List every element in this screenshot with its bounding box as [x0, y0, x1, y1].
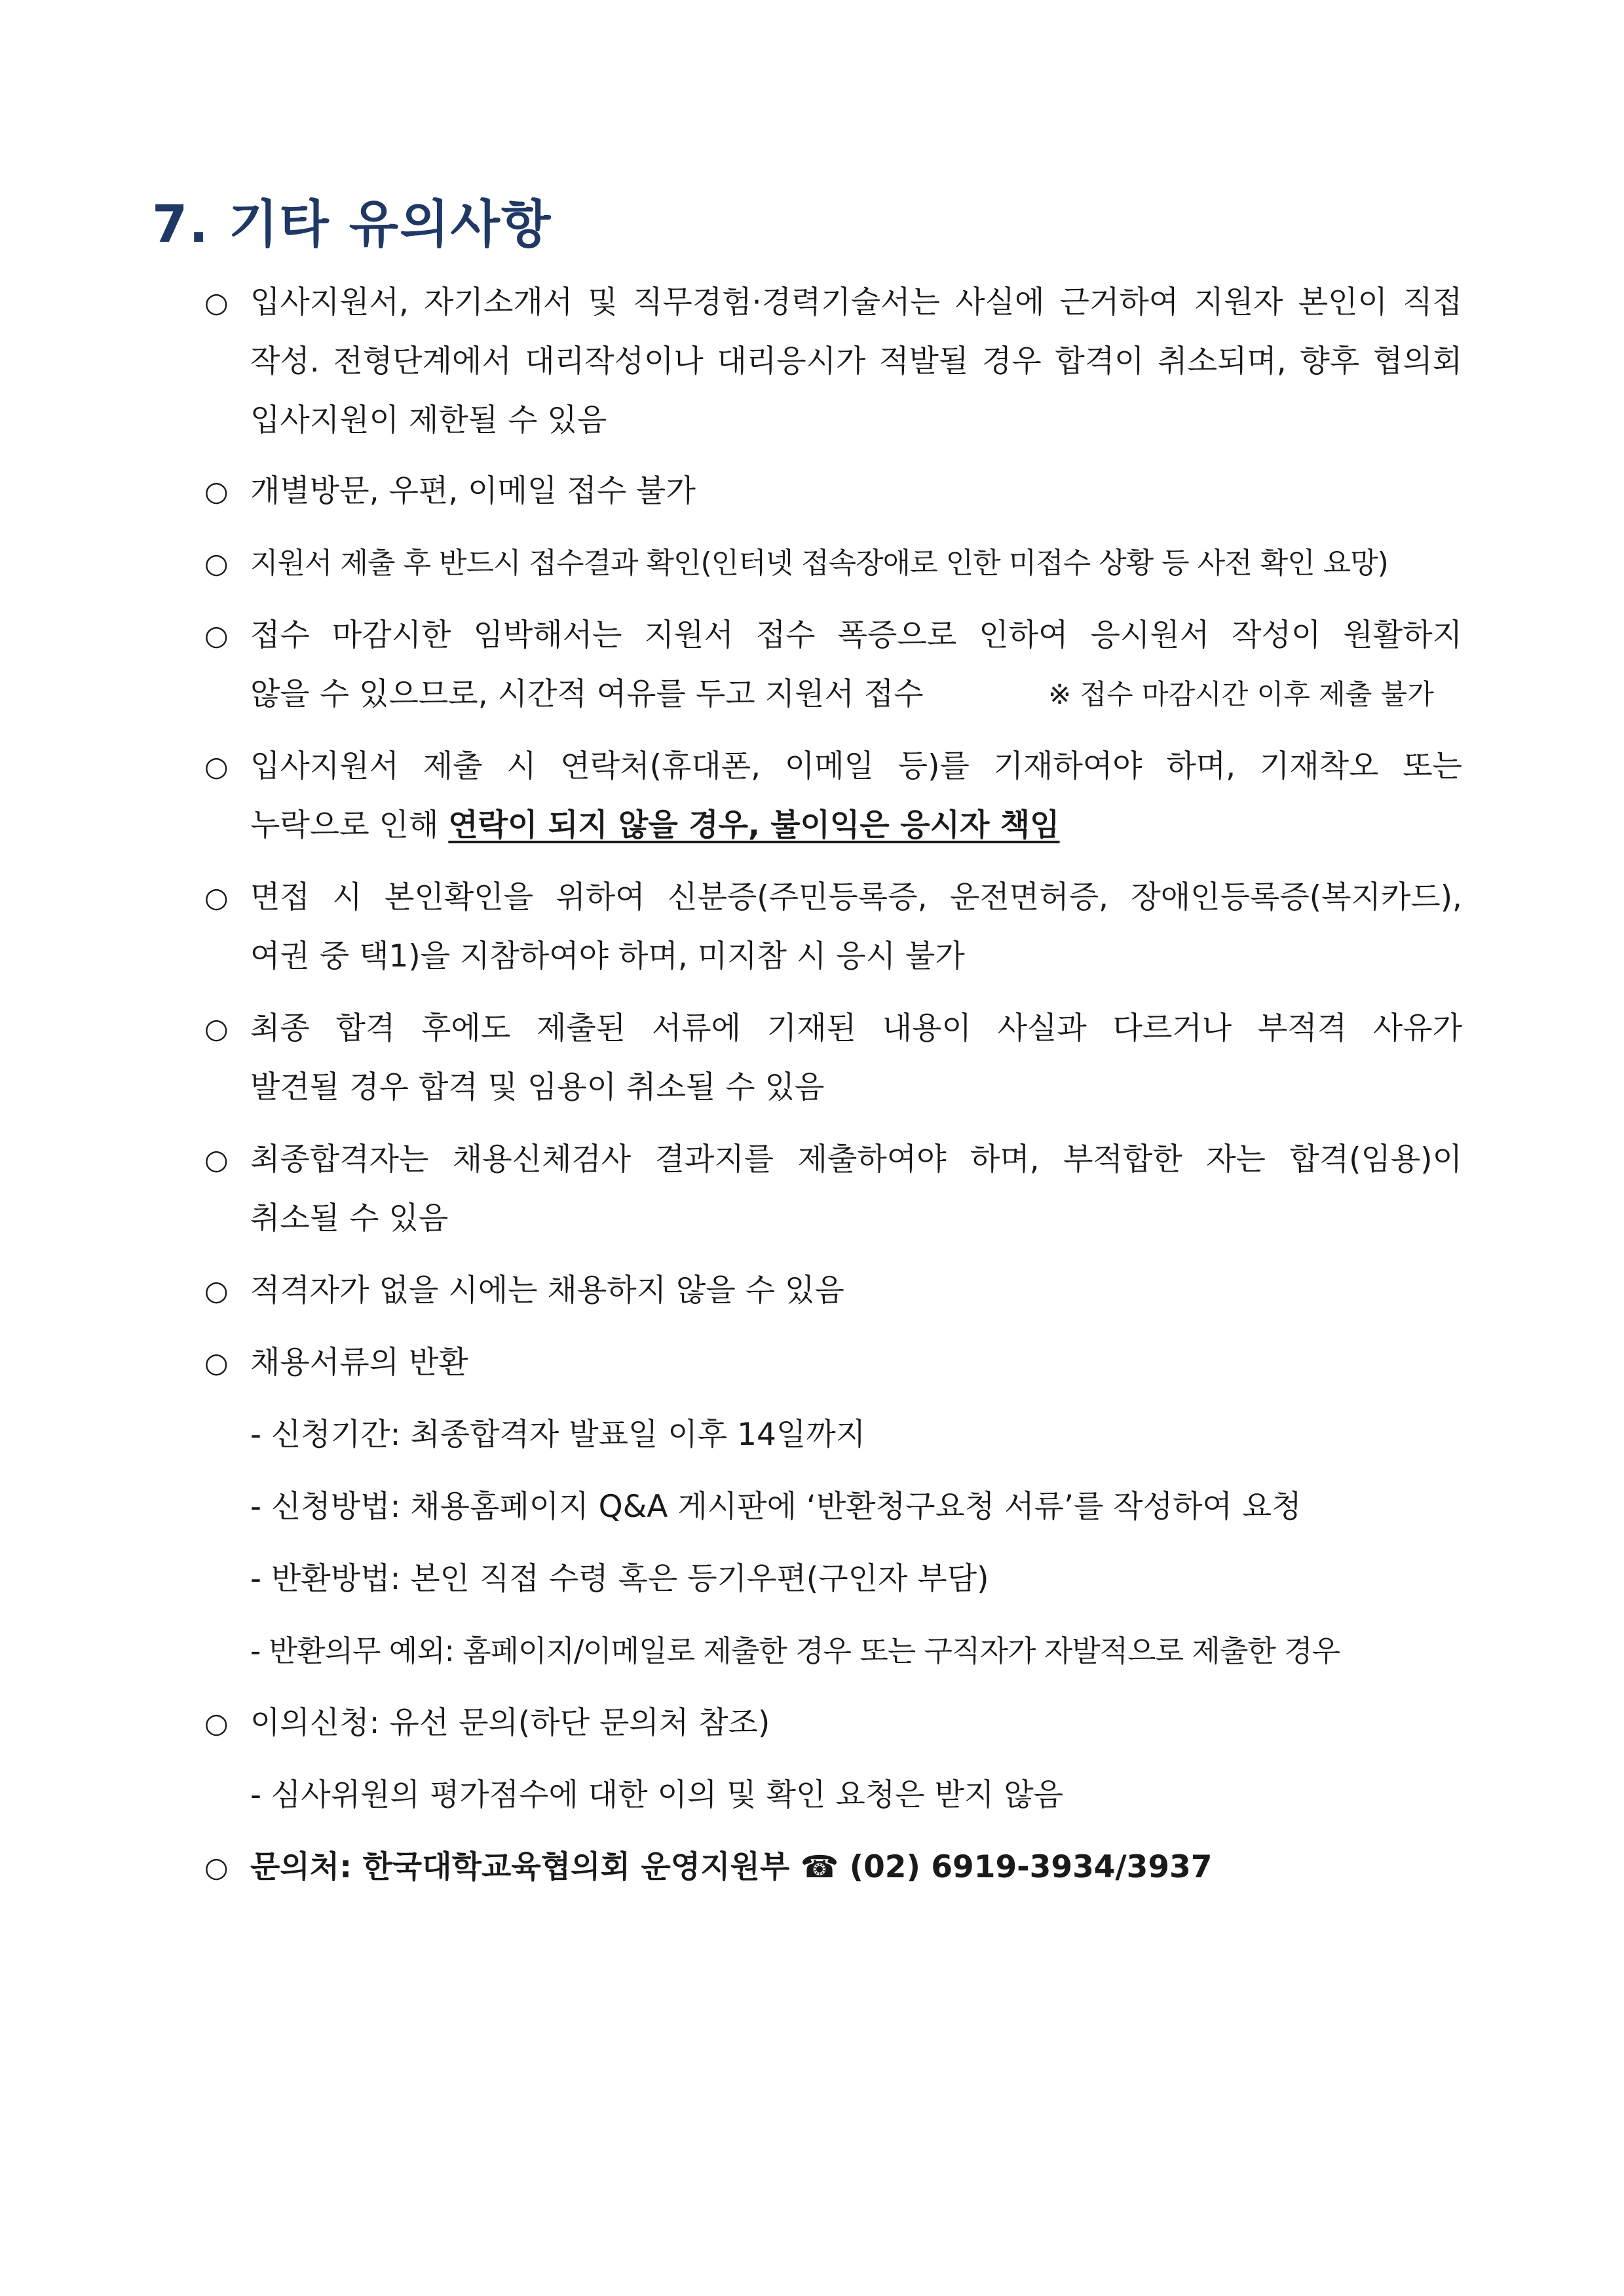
emphasis-text: 연락이 되지 않을 경우, 불이익은 응시자 책임 — [448, 807, 1060, 843]
sub-item-line: - 반환방법: 본인 직접 수령 혹은 등기우편(구인자 부담) — [250, 1561, 989, 1597]
bullet-circle-icon: ○ — [204, 1347, 229, 1379]
item-text-prefix: 누락으로 인해 — [250, 807, 449, 843]
bullet-circle-icon: ○ — [204, 619, 229, 651]
deadline-note: ※ 접수 마감시간 이후 제출 불가 — [1048, 678, 1434, 710]
item-text-line: 취소될 수 있음 — [250, 1200, 449, 1236]
item-text-line: 입사지원서 제출 시 연락처(휴대폰, 이메일 등)를 기재하여야 하며, 기재착오 또는 — [250, 748, 1462, 784]
item-text-line: 최종합격자는 채용신체검사 결과지를 제출하여야 하며, 부적합한 자는 합격(임용)이 — [250, 1141, 1462, 1177]
sub-item-line: - 반환의무 예외: 홈페이지/이메일로 제출한 경우 또는 구직자가 자발적으로 제출한 경우 — [250, 1634, 1340, 1668]
item-text-line: 지원서 제출 후 반드시 접수결과 확인(인터넷 접속장애로 인한 미접수 상황 등 사전 확인 요망) — [250, 546, 1388, 580]
item-text-line: 여권 중 택1)을 지참하여야 하며, 미지참 시 응시 불가 — [250, 938, 965, 974]
bullet-circle-icon: ○ — [204, 1143, 229, 1176]
item-text-line: 발견될 경우 합격 및 임용이 취소될 수 있음 — [250, 1069, 825, 1105]
sub-item-line: - 심사위원의 평가점수에 대한 이의 및 확인 요청은 받지 않음 — [250, 1777, 1064, 1813]
item-text-line: 채용서류의 반환 — [250, 1345, 468, 1381]
bullet-circle-icon: ○ — [204, 286, 229, 318]
contact-info: 문의처: 한국대학교육협의회 운영지원부 ☎ (02) 6919-3934/3937 — [250, 1849, 1213, 1885]
bullet-circle-icon: ○ — [204, 1012, 229, 1044]
bullet-circle-icon: ○ — [204, 1851, 229, 1883]
item-text-line: 입사지원이 제한될 수 있음 — [250, 402, 607, 438]
bullet-circle-icon: ○ — [204, 1707, 229, 1739]
sub-item-line: - 신청방법: 채용홈페이지 Q&A 게시판에 ‘반환청구요청 서류’를 작성하여 요청 — [250, 1489, 1302, 1525]
item-text-line: 개별방문, 우편, 이메일 접수 불가 — [250, 473, 696, 509]
item-text-line: 입사지원서, 자기소개서 및 직무경험·경력기술서는 사실에 근거하여 지원자 본인이 직접 — [250, 284, 1462, 320]
bullet-circle-icon: ○ — [204, 1274, 229, 1307]
bullet-circle-icon: ○ — [204, 475, 229, 507]
item-text-line — [250, 806, 1462, 845]
bullet-circle-icon: ○ — [204, 750, 229, 782]
item-text-line: 작성. 전형단계에서 대리작성이나 대리응시가 적발될 경우 합격이 취소되며, 향후 협의회 — [250, 343, 1462, 379]
sub-item-line: - 신청기간: 최종합격자 발표일 이후 14일까지 — [250, 1417, 866, 1453]
item-text-line: 적격자가 없을 시에는 채용하지 않을 수 있음 — [250, 1272, 844, 1309]
item-text-line: 않을 수 있으므로, 시간적 여유를 두고 지원서 접수 — [250, 676, 924, 712]
item-text-line: 이의신청: 유선 문의(하단 문의처 참조) — [250, 1705, 770, 1741]
item-text-line: 면접 시 본인확인을 위하여 신분증(주민등록증, 운전면허증, 장애인등록증(복지카드), — [250, 879, 1462, 915]
item-text-line: 접수 마감시한 임박해서는 지원서 접수 폭증으로 인하여 응시원서 작성이 원활하지 — [250, 617, 1463, 653]
item-text-line: 최종 합격 후에도 제출된 서류에 기재된 내용이 사실과 다르거나 부적격 사유가 — [250, 1010, 1462, 1046]
bullet-circle-icon: ○ — [204, 881, 229, 913]
section-title: 7. 기타 유의사항 — [152, 195, 552, 254]
bullet-circle-icon: ○ — [204, 547, 229, 579]
